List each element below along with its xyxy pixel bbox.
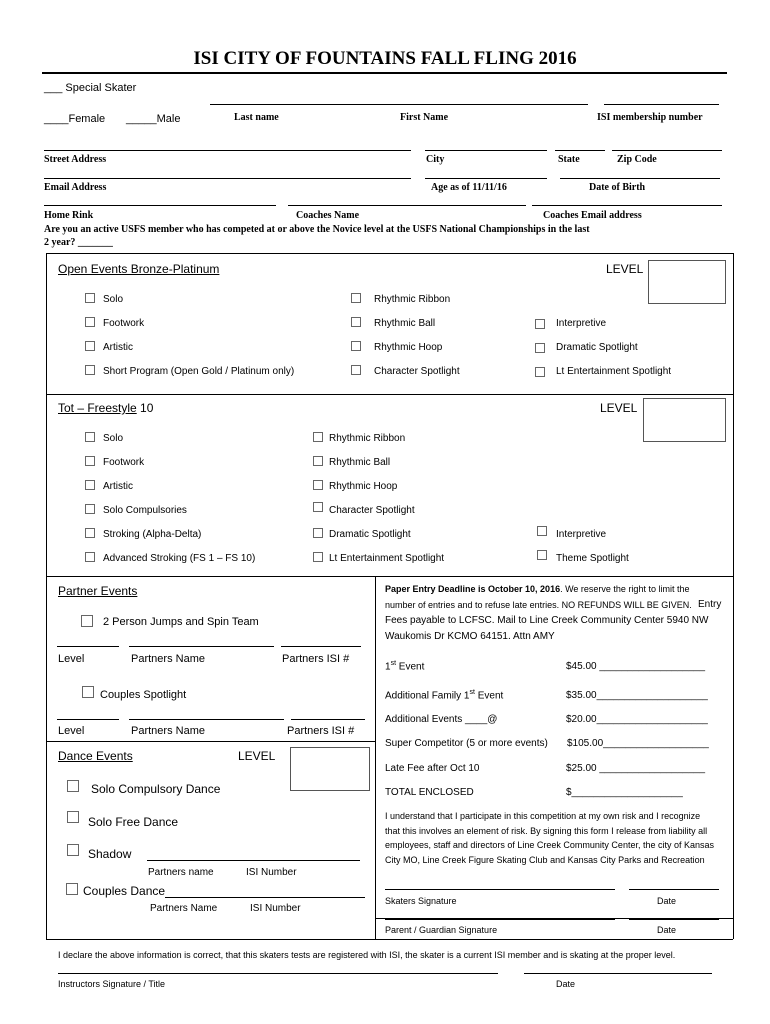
skaters-date-line[interactable] bbox=[629, 889, 719, 890]
payable-line-2: Waukomis Dr KCMO 64151. Attn AMY bbox=[385, 631, 555, 642]
tot-theme-spotlight-label: Theme Spotlight bbox=[556, 553, 629, 564]
checkbox-tot-artistic[interactable] bbox=[85, 480, 95, 490]
couples-dance-line[interactable] bbox=[165, 897, 365, 898]
deadline-bold: Paper Entry Deadline is October 10, 2016 bbox=[385, 584, 561, 594]
waiver-line-2: that this involves an element of risk. By signing this form I release from liability all bbox=[385, 826, 708, 836]
deadline-line-2: number of entries and to refuse late entries. NO REFUNDS WILL BE GIVEN. bbox=[385, 600, 692, 610]
tot-freestyle-number: 10 bbox=[140, 401, 154, 415]
checkbox-tot-rhythmic-ball[interactable] bbox=[313, 456, 323, 466]
partner-isi-label: Partners ISI # bbox=[282, 653, 350, 665]
open-rhythmic-ball-label: Rhythmic Ball bbox=[374, 318, 436, 329]
tot-artistic-label: Artistic bbox=[103, 481, 133, 492]
total-enclosed-amount[interactable]: $____________________ bbox=[566, 787, 683, 798]
open-events-level-label: LEVEL bbox=[606, 262, 644, 276]
tot-level-label: LEVEL bbox=[600, 401, 638, 415]
instructor-signature-label: Instructors Signature / Title bbox=[58, 979, 166, 989]
tot-lt-entertainment-label: Lt Entertainment Spotlight bbox=[329, 553, 445, 564]
frame-top bbox=[46, 253, 733, 254]
couples-level-line[interactable] bbox=[57, 719, 119, 720]
isi-membership-line[interactable] bbox=[604, 104, 719, 105]
dance-level-label: LEVEL bbox=[238, 749, 276, 763]
checkbox-open-rhythmic-ball[interactable] bbox=[351, 317, 361, 327]
jumps-spin-team-label: 2 Person Jumps and Spin Team bbox=[103, 616, 259, 628]
couples-isi-label: Partners ISI # bbox=[287, 725, 355, 737]
open-events-level-box[interactable] bbox=[648, 260, 726, 304]
partner-isi-line[interactable] bbox=[281, 646, 361, 647]
payable-line-1: Fees payable to LCFSC. Mail to Line Creek Community Center 5940 NW bbox=[385, 615, 709, 626]
family-event-label bbox=[385, 689, 503, 701]
checkbox-open-lt-entertainment[interactable] bbox=[535, 367, 545, 377]
checkbox-tot-advanced-stroking[interactable] bbox=[85, 552, 95, 562]
title-rule bbox=[42, 72, 727, 74]
tot-rhythmic-ribbon-label: Rhythmic Ribbon bbox=[329, 433, 406, 444]
zip-label: Zip Code bbox=[617, 154, 657, 165]
instructor-date-line[interactable] bbox=[524, 973, 712, 974]
skaters-date-label: Date bbox=[657, 896, 677, 906]
checkbox-tot-theme-spotlight[interactable] bbox=[537, 550, 547, 560]
coaches-email-line[interactable] bbox=[532, 205, 722, 206]
open-interpretive-label: Interpretive bbox=[556, 318, 607, 329]
partner-name-line[interactable] bbox=[129, 646, 274, 647]
declaration-text: I declare the above information is correct, that this skaters tests are registered with ISI, the skater is a current ISI member and is skating at the proper level. bbox=[58, 950, 676, 960]
isi-membership-label: ISI membership number bbox=[597, 112, 703, 123]
open-short-program-label: Short Program (Open Gold / Platinum only) bbox=[103, 366, 295, 377]
special-skater-field[interactable]: ___ Special Skater bbox=[44, 82, 137, 94]
checkbox-open-rhythmic-ribbon[interactable] bbox=[351, 293, 361, 303]
first-name-label: First Name bbox=[400, 112, 449, 123]
tot-level-box[interactable] bbox=[643, 398, 726, 442]
checkbox-open-short-program[interactable] bbox=[85, 365, 95, 375]
couples-isi-number-label: ISI Number bbox=[250, 903, 301, 914]
tot-advanced-stroking-label: Advanced Stroking (FS 1 – FS 10) bbox=[103, 553, 256, 564]
partner-level-label: Level bbox=[58, 653, 85, 665]
frame-left bbox=[46, 253, 47, 939]
parent-date-label: Date bbox=[657, 925, 677, 935]
street-address-label: Street Address bbox=[44, 154, 107, 165]
open-rhythmic-hoop-label: Rhythmic Hoop bbox=[374, 342, 443, 353]
first-event-num: 1 bbox=[385, 661, 391, 673]
state-label: State bbox=[558, 154, 580, 165]
first-event-rest: Event bbox=[396, 661, 425, 673]
open-rhythmic-ribbon-label: Rhythmic Ribbon bbox=[374, 294, 451, 305]
tot-interpretive-label: Interpretive bbox=[556, 529, 607, 540]
tot-solo-compulsories-label: Solo Compulsories bbox=[103, 505, 187, 516]
checkbox-open-dramatic-spotlight[interactable] bbox=[535, 343, 545, 353]
zip-line[interactable] bbox=[612, 150, 722, 151]
tot-rhythmic-hoop-label: Rhythmic Hoop bbox=[329, 481, 398, 492]
family-event-amount[interactable]: $35.00____________________ bbox=[566, 690, 708, 701]
checkbox-open-footwork[interactable] bbox=[85, 317, 95, 327]
partner-name-label: Partners Name bbox=[131, 653, 205, 665]
tot-solo-label: Solo bbox=[103, 433, 124, 444]
couples-partners-name-label: Partners Name bbox=[150, 903, 218, 914]
last-name-label: Last name bbox=[234, 112, 279, 123]
couples-isi-line[interactable] bbox=[291, 719, 365, 720]
late-fee-label: Late Fee after Oct 10 bbox=[385, 763, 480, 774]
waiver-line-3: employees, staff and directors of Line Creek Community Center, the city of Kansas bbox=[385, 840, 714, 850]
checkbox-couples-dance[interactable] bbox=[66, 883, 78, 895]
parent-signature-line[interactable] bbox=[385, 919, 615, 920]
shadow-partner-line[interactable] bbox=[147, 860, 360, 861]
additional-events-label[interactable]: Additional Events ____@ bbox=[385, 714, 498, 725]
state-line[interactable] bbox=[555, 150, 605, 151]
shadow-label: Shadow bbox=[88, 847, 132, 861]
dance-divider bbox=[46, 741, 375, 742]
shadow-partners-name-label: Partners name bbox=[148, 867, 214, 878]
middle-divider bbox=[375, 576, 376, 939]
city-line[interactable] bbox=[425, 150, 547, 151]
couples-name-label: Partners Name bbox=[131, 725, 205, 737]
usfs-question: Are you an active USFS member who has competed at or above the Novice level at the USFS National Championships in the last bbox=[44, 224, 590, 235]
tot-footwork-label: Footwork bbox=[103, 457, 145, 468]
dob-line[interactable] bbox=[560, 178, 720, 179]
super-competitor-label: Super Competitor (5 or more events) bbox=[385, 738, 548, 749]
tot-freestyle-title: Tot – Freestyle bbox=[58, 401, 137, 415]
partner-level-line[interactable] bbox=[57, 646, 119, 647]
page-title: ISI CITY OF FOUNTAINS FALL FLING 2016 bbox=[193, 48, 577, 69]
family-event-text: Additional Family 1 bbox=[385, 690, 470, 702]
checkbox-tot-rhythmic-hoop[interactable] bbox=[313, 480, 323, 490]
first-event-sup: st bbox=[390, 660, 397, 667]
dance-events-heading: Dance Events bbox=[58, 749, 133, 763]
couples-dance-label: Couples Dance bbox=[83, 884, 166, 898]
dob-label: Date of Birth bbox=[589, 182, 646, 193]
checkbox-solo-compulsory-dance[interactable] bbox=[67, 780, 79, 792]
additional-events-amount[interactable]: $20.00____________________ bbox=[566, 714, 708, 725]
parent-signature-label: Parent / Guardian Signature bbox=[385, 925, 498, 935]
solo-compulsory-dance-label: Solo Compulsory Dance bbox=[91, 782, 221, 796]
skaters-signature-label: Skaters Signature bbox=[385, 896, 457, 906]
coaches-name-label: Coaches Name bbox=[296, 210, 360, 221]
city-label: City bbox=[426, 154, 445, 165]
parent-date-line[interactable] bbox=[629, 919, 719, 920]
couples-name-line[interactable] bbox=[129, 719, 284, 720]
coaches-name-line[interactable] bbox=[288, 205, 526, 206]
skaters-signature-line[interactable] bbox=[385, 889, 615, 890]
first-event-label bbox=[385, 660, 424, 672]
tot-rhythmic-ball-label: Rhythmic Ball bbox=[329, 457, 391, 468]
open-lt-entertainment-label: Lt Entertainment Spotlight bbox=[556, 366, 672, 377]
deadline-notice bbox=[385, 584, 689, 594]
female-field[interactable]: ____Female bbox=[44, 113, 106, 125]
instructor-date-label: Date bbox=[556, 979, 576, 989]
couples-level-label: Level bbox=[58, 725, 85, 737]
waiver-line-1: I understand that I participate in this competition at my own risk and I recognize bbox=[385, 811, 701, 821]
open-footwork-label: Footwork bbox=[103, 318, 145, 329]
first-event-amount[interactable]: $45.00 ___________________ bbox=[566, 661, 706, 672]
frame-right bbox=[733, 253, 734, 939]
shadow-isi-number-label: ISI Number bbox=[246, 867, 297, 878]
checkbox-open-interpretive[interactable] bbox=[535, 319, 545, 329]
open-solo-label: Solo bbox=[103, 294, 124, 305]
checkbox-open-rhythmic-hoop[interactable] bbox=[351, 341, 361, 351]
checkbox-tot-character-spotlight[interactable] bbox=[313, 502, 323, 512]
checkbox-tot-dramatic-spotlight[interactable] bbox=[313, 528, 323, 538]
checkbox-tot-footwork[interactable] bbox=[85, 456, 95, 466]
entry-label: Entry bbox=[698, 599, 722, 610]
open-events-divider bbox=[46, 394, 733, 395]
waiver-line-4: City MO, Line Creek Figure Skating Club and Kansas City Parks and Recreation bbox=[385, 855, 705, 865]
checkbox-open-character-spotlight[interactable] bbox=[351, 365, 361, 375]
open-dramatic-spotlight-label: Dramatic Spotlight bbox=[556, 342, 638, 353]
male-field[interactable]: _____Male bbox=[126, 113, 181, 125]
tot-character-spotlight-label: Character Spotlight bbox=[329, 505, 415, 516]
open-events-heading: Open Events Bronze-Platinum bbox=[58, 262, 220, 276]
email-label: Email Address bbox=[44, 182, 107, 193]
instructor-signature-line[interactable] bbox=[58, 973, 498, 974]
home-rink-label: Home Rink bbox=[44, 210, 94, 221]
checkbox-tot-lt-entertainment[interactable] bbox=[313, 552, 323, 562]
checkbox-open-solo[interactable] bbox=[85, 293, 95, 303]
family-event-rest: Event bbox=[474, 690, 504, 702]
checkbox-tot-interpretive[interactable] bbox=[537, 526, 547, 536]
total-enclosed-label: TOTAL ENCLOSED bbox=[385, 787, 474, 798]
coaches-email-label: Coaches Email address bbox=[543, 210, 642, 221]
checkbox-shadow[interactable] bbox=[67, 844, 79, 856]
age-line[interactable] bbox=[425, 178, 547, 179]
checkbox-couples-spotlight[interactable] bbox=[82, 686, 94, 698]
name-line[interactable] bbox=[210, 104, 588, 105]
checkbox-open-artistic[interactable] bbox=[85, 341, 95, 351]
tot-divider bbox=[46, 576, 733, 577]
checkbox-jumps-spin-team[interactable] bbox=[81, 615, 93, 627]
deadline-rest: . We reserve the right to limit the bbox=[560, 584, 690, 594]
checkbox-tot-solo[interactable] bbox=[85, 432, 95, 442]
family-event-sup: st bbox=[469, 689, 475, 696]
age-label: Age as of 11/11/16 bbox=[431, 182, 507, 193]
late-fee-amount[interactable]: $25.00 ___________________ bbox=[566, 763, 706, 774]
open-character-spotlight-label: Character Spotlight bbox=[374, 366, 460, 377]
tot-freestyle-heading bbox=[58, 401, 153, 415]
partner-events-heading: Partner Events bbox=[58, 584, 138, 598]
street-line[interactable] bbox=[44, 150, 411, 151]
usfs-question-answer[interactable]: 2 year? _______ bbox=[44, 237, 113, 248]
email-line[interactable] bbox=[44, 178, 411, 179]
checkbox-tot-solo-compulsories[interactable] bbox=[85, 504, 95, 514]
super-competitor-amount[interactable]: $105.00___________________ bbox=[567, 738, 709, 749]
frame-bottom bbox=[46, 939, 733, 940]
tot-dramatic-spotlight-label: Dramatic Spotlight bbox=[329, 529, 411, 540]
checkbox-tot-stroking[interactable] bbox=[85, 528, 95, 538]
tot-stroking-label: Stroking (Alpha-Delta) bbox=[103, 529, 202, 540]
solo-free-dance-label: Solo Free Dance bbox=[88, 815, 179, 829]
open-artistic-label: Artistic bbox=[103, 342, 133, 353]
couples-spotlight-label: Couples Spotlight bbox=[100, 689, 187, 701]
home-rink-line[interactable] bbox=[44, 205, 276, 206]
dance-level-box[interactable] bbox=[290, 747, 370, 791]
checkbox-tot-rhythmic-ribbon[interactable] bbox=[313, 432, 323, 442]
checkbox-solo-free-dance[interactable] bbox=[67, 811, 79, 823]
